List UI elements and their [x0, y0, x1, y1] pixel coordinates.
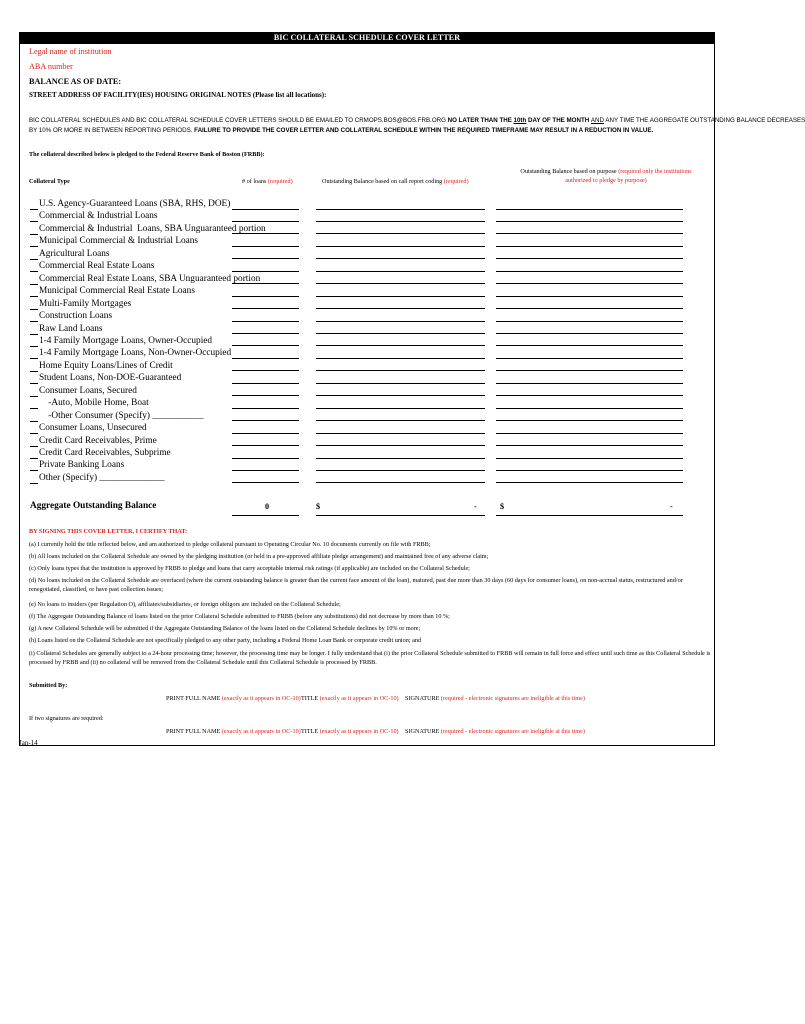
call-report-balance-field[interactable] — [316, 470, 485, 471]
loans-count-field[interactable] — [232, 233, 299, 234]
loans-count-field[interactable] — [232, 408, 299, 409]
certify-a: (a) I currently hold the title reflected below, and am authorized to pledge collateral pursuant to Operating Circular No. 10 documents currently on file with FRBB; — [29, 541, 431, 548]
call-report-balance-field[interactable] — [316, 420, 485, 421]
aggregate-purpose-dash: - — [670, 502, 673, 511]
call-report-balance-field[interactable] — [316, 395, 485, 396]
certify-i: (i) Collateral Schedules are generally subject to a 24-hour processing time; however, the processing time may be longer. I fully understand that (i) the prior Collateral Schedule submitted to FRBB will remain in full force and effect until such time as this Collateral Schedule is processed by FRBB and (ii) no collateral will be removed from the Collateral Schedule until this Collateral Schedule is processed by FRBB. — [29, 650, 711, 666]
aggregate-label: Aggregate Outstanding Balance — [30, 501, 157, 511]
collateral-row — [30, 410, 203, 422]
pledge-statement: The collateral described below is pledged to the Federal Reserve Bank of Boston (FRBB): — [29, 151, 265, 158]
legal-name-label: Legal name of institution — [29, 47, 112, 56]
collateral-row — [30, 347, 231, 359]
collateral-row — [30, 235, 198, 247]
row-checkbox-blank[interactable] — [30, 286, 38, 297]
collateral-row — [30, 335, 212, 347]
collateral-type-label: Agricultural Loans — [39, 248, 110, 259]
certify-h: (h) Loans listed on the Collateral Schedule are not specifically pledged to any other party, including a Federal Home Loan Bank or corporate credit union; and — [29, 637, 422, 644]
collateral-type-label: 1-4 Family Mortgage Loans, Owner-Occupied — [39, 335, 213, 346]
certify-g: (g) A new Collateral Schedule will be submitted if the Aggregate Outstanding Balance of the loans listed on the Collateral Schedule declines by 10% or more; — [29, 625, 421, 632]
row-checkbox-blank[interactable] — [30, 311, 38, 322]
call-report-balance-field[interactable] — [316, 383, 485, 384]
loans-count-field[interactable] — [232, 445, 299, 446]
collateral-row — [30, 360, 173, 372]
collateral-type-label: Commercial Real Estate Loans, SBA Unguaranteed portion — [39, 273, 261, 284]
aggregate-purpose-dollar: $ — [500, 502, 505, 511]
certify-f: (f) The Aggregate Outstanding Balance of loans listed on the prior Collateral Schedule submitted to FRBB (before any substitutions) did not decrease by more than 10 %; — [29, 613, 450, 620]
collateral-row — [30, 198, 230, 210]
notice-line-1: BIC COLLATERAL SCHEDULES AND BIC COLLATERAL SCHEDULE COVER LETTERS SHOULD BE EMAILED TO CRMOPS.BOS@BOS.FRB.ORG NO LATER THAN THE 10th DAY OF THE MONTH AND ANY TIME THE AGGREGATE OUTSTANDING BALANCE DECREASES — [29, 117, 805, 124]
collateral-row — [30, 285, 195, 297]
purpose-header-2: authorized to pledge by purpose) — [565, 177, 647, 184]
collateral-type-label: Construction Loans — [39, 311, 113, 322]
loans-count-field[interactable] — [232, 358, 299, 359]
collateral-row — [30, 248, 109, 260]
row-checkbox-blank[interactable] — [30, 448, 38, 459]
collateral-type-label: Commercial Real Estate Loans — [39, 261, 155, 272]
call-report-balance-field[interactable] — [316, 258, 485, 259]
loans-count-field[interactable] — [232, 296, 299, 297]
loans-count-field[interactable] — [232, 420, 299, 421]
row-checkbox-blank[interactable] — [30, 236, 38, 247]
row-checkbox-blank[interactable] — [30, 274, 38, 285]
purpose-balance-field[interactable] — [496, 296, 683, 297]
collateral-type-label: Other (Specify) ______________ — [39, 472, 165, 483]
purpose-balance-field[interactable] — [496, 233, 683, 234]
collateral-type-label: Commercial & Industrial Loans — [39, 211, 158, 222]
collateral-row — [30, 273, 260, 285]
two-signatures-label: If two signatures are required: — [29, 715, 104, 722]
loans-count-field[interactable] — [232, 395, 299, 396]
aggregate-purpose-underline — [496, 515, 683, 516]
loans-count-field[interactable] — [232, 345, 299, 346]
loans-count-field[interactable] — [232, 246, 299, 247]
purpose-balance-field[interactable] — [496, 482, 683, 483]
aggregate-call-underline — [316, 515, 485, 516]
purpose-balance-field[interactable] — [496, 358, 683, 359]
aggregate-loans-value: 0 — [265, 502, 270, 511]
collateral-type-label: Municipal Commercial & Industrial Loans — [39, 236, 199, 247]
row-checkbox-blank[interactable] — [30, 199, 38, 210]
purpose-balance-field[interactable] — [496, 445, 683, 446]
row-checkbox-blank[interactable] — [30, 386, 38, 397]
collateral-type-label: Home Equity Loans/Lines of Credit — [39, 360, 173, 371]
row-checkbox-blank[interactable] — [30, 473, 38, 484]
call-report-balance-field[interactable] — [316, 482, 485, 483]
call-report-balance-field[interactable] — [316, 433, 485, 434]
title-label-1: TITLE (exactly as it appears in OC-10) — [301, 695, 399, 702]
purpose-balance-field[interactable] — [496, 308, 683, 309]
call-report-balance-field[interactable] — [316, 458, 485, 459]
purpose-balance-field[interactable] — [496, 395, 683, 396]
call-report-balance-field[interactable] — [316, 445, 485, 446]
title-label-2: TITLE (exactly as it appears in OC-10) — [301, 728, 399, 735]
purpose-header: Outstanding Balance based on purpose (required only the institutions — [520, 168, 692, 175]
purpose-balance-field[interactable] — [496, 333, 683, 334]
row-checkbox-blank[interactable] — [30, 361, 38, 372]
print-name-label-1: PRINT FULL NAME (exactly as it appears in OC-10) — [166, 695, 301, 702]
collateral-type-label: Credit Card Receivables, Prime — [39, 435, 157, 446]
collateral-row — [30, 223, 266, 235]
row-checkbox-blank[interactable] — [30, 224, 38, 235]
row-checkbox-blank[interactable] — [30, 423, 38, 434]
collateral-row — [30, 472, 165, 484]
loans-count-field[interactable] — [232, 258, 299, 259]
signature-label-1: SIGNATURE (required - electronic signatures are ineligible at this time) — [405, 695, 585, 702]
purpose-balance-field[interactable] — [496, 283, 683, 284]
purpose-balance-field[interactable] — [496, 246, 683, 247]
collateral-type-label: Consumer Loans, Unsecured — [39, 423, 147, 434]
loans-count-header: # of loans (required) — [242, 178, 293, 185]
row-checkbox-blank[interactable] — [30, 299, 38, 310]
loans-count-field[interactable] — [232, 221, 299, 222]
row-checkbox-blank[interactable] — [30, 373, 38, 384]
call-report-balance-field[interactable] — [316, 370, 485, 371]
aba-number-label: ABA number — [29, 62, 73, 71]
purpose-balance-field[interactable] — [496, 470, 683, 471]
call-report-balance-field[interactable] — [316, 333, 485, 334]
purpose-balance-field[interactable] — [496, 258, 683, 259]
call-report-balance-field[interactable] — [316, 408, 485, 409]
certify-heading: BY SIGNING THIS COVER LETTER, I CERTIFY THAT: — [29, 528, 188, 535]
call-report-balance-field[interactable] — [316, 209, 485, 210]
collateral-type-label: Private Banking Loans — [39, 460, 125, 471]
call-report-balance-field[interactable] — [316, 358, 485, 359]
print-name-label-2: PRINT FULL NAME (exactly as it appears in OC-10) — [166, 728, 301, 735]
collateral-row — [30, 310, 112, 322]
call-report-balance-field[interactable] — [316, 221, 485, 222]
certify-e: (e) No loans to insiders (per Regulation O), affiliates/subsidiaries, or foreign obligors are included on the Collateral Schedule; — [29, 601, 341, 608]
call-report-balance-field[interactable] — [316, 246, 485, 247]
call-report-balance-field[interactable] — [316, 283, 485, 284]
call-report-balance-field[interactable] — [316, 271, 485, 272]
balance-date-label: BALANCE AS OF DATE: — [29, 77, 122, 86]
aggregate-call-dollar: $ — [316, 502, 321, 511]
purpose-balance-field[interactable] — [496, 458, 683, 459]
certify-d: (d) No loans included on the Collateral Schedule are overfaced (where the current outstanding balance is greater than the current face amount of the loan), matured, past due more than 30 days (60 days for consumer loans), on non-accrual status, restructured and/or renegotiated, classified, or have past collection issues; — [29, 577, 683, 593]
collateral-row — [30, 435, 157, 447]
call-report-balance-field[interactable] — [316, 233, 485, 234]
footer-date: Jan-14 — [19, 739, 38, 747]
loans-count-field[interactable] — [232, 470, 299, 471]
row-checkbox-blank[interactable] — [30, 436, 38, 447]
collateral-type-header: Collateral Type — [29, 178, 70, 185]
loans-count-field[interactable] — [232, 370, 299, 371]
call-report-header: Outstanding Balance based on call report coding (required) — [322, 178, 469, 185]
certify-c: (c) Only loans types that the institution is approved by FRBB to pledge and loans that carry acceptable internal risk ratings (if applicable) are included on the Collateral Schedule; — [29, 565, 470, 572]
loans-count-field[interactable] — [232, 433, 299, 434]
collateral-type-label: Commercial & Industrial Loans, SBA Unguaranteed portion — [39, 223, 266, 234]
loans-count-field[interactable] — [232, 308, 299, 309]
row-checkbox-blank[interactable] — [30, 460, 38, 471]
purpose-balance-field[interactable] — [496, 271, 683, 272]
row-checkbox-blank[interactable] — [30, 249, 38, 260]
notice-line-2: BY 10% OR MORE IN BETWEEN REPORTING PERIODS. FAILURE TO PROVIDE THE COVER LETTER AND COLLATERAL SCHEDULE WITHIN THE REQUIRED TIMEFRAME MAY RESULT IN A REDUCTION IN VALUE. — [29, 127, 654, 134]
collateral-row — [30, 385, 137, 397]
cover-letter-form — [19, 32, 805, 746]
collateral-row — [30, 260, 154, 272]
collateral-row — [30, 459, 124, 471]
row-checkbox-blank[interactable] — [30, 261, 38, 272]
loans-count-field[interactable] — [232, 209, 299, 210]
purpose-balance-field[interactable] — [496, 209, 683, 210]
collateral-row — [30, 397, 149, 409]
purpose-balance-field[interactable] — [496, 321, 683, 322]
purpose-balance-field[interactable] — [496, 383, 683, 384]
collateral-type-label: Credit Card Receivables, Subprime — [39, 448, 171, 458]
collateral-row — [30, 372, 181, 384]
collateral-type-label: U.S. Agency-Guaranteed Loans (SBA, RHS, DOE) — [39, 199, 231, 209]
street-address-label: STREET ADDRESS OF FACILITY(IES) HOUSING ORIGINAL NOTES (Please list all locations): — [29, 91, 327, 99]
collateral-row — [30, 422, 147, 434]
loans-count-field[interactable] — [232, 333, 299, 334]
collateral-row — [30, 210, 158, 222]
collateral-type-label: Student Loans, Non-DOE-Guaranteed — [39, 373, 182, 384]
collateral-type-label: Multi-Family Mortgages — [39, 298, 132, 309]
row-checkbox-blank[interactable] — [30, 411, 38, 422]
collateral-type-label: -Other Consumer (Specify) ___________ — [39, 410, 204, 421]
row-checkbox-blank[interactable] — [30, 336, 38, 347]
collateral-type-label: -Auto, Mobile Home, Boat — [39, 398, 149, 409]
certify-b: (b) All loans included on the Collateral Schedule are owned by the pledging institution (or held in a pre-approved affiliate pledge arrangement) and maintained free of any adverse claim; — [29, 553, 489, 560]
loans-count-field[interactable] — [232, 458, 299, 459]
row-checkbox-blank[interactable] — [30, 324, 38, 335]
signature-label-2: SIGNATURE (required - electronic signatures are ineligible at this time) — [405, 728, 585, 735]
call-report-balance-field[interactable] — [316, 321, 485, 322]
collateral-type-label: Consumer Loans, Secured — [39, 385, 137, 396]
purpose-balance-field[interactable] — [496, 420, 683, 421]
call-report-balance-field[interactable] — [316, 345, 485, 346]
aggregate-loans-underline — [232, 515, 299, 516]
purpose-balance-field[interactable] — [496, 221, 683, 222]
loans-count-field[interactable] — [232, 383, 299, 384]
call-report-balance-field[interactable] — [316, 308, 485, 309]
aggregate-call-dash: - — [474, 502, 477, 511]
purpose-balance-field[interactable] — [496, 408, 683, 409]
loans-count-field[interactable] — [232, 283, 299, 284]
purpose-balance-field[interactable] — [496, 433, 683, 434]
row-checkbox-blank[interactable] — [30, 398, 38, 409]
collateral-row — [30, 323, 103, 335]
loans-count-field[interactable] — [232, 321, 299, 322]
collateral-type-label: Municipal Commercial Real Estate Loans — [39, 286, 195, 297]
collateral-type-label: 1-4 Family Mortgage Loans, Non-Owner-Occupied — [39, 348, 232, 359]
loans-count-field[interactable] — [232, 271, 299, 272]
purpose-balance-field[interactable] — [496, 345, 683, 346]
collateral-row — [30, 447, 171, 459]
call-report-balance-field[interactable] — [316, 296, 485, 297]
row-checkbox-blank[interactable] — [30, 211, 38, 222]
form-title: BIC COLLATERAL SCHEDULE COVER LETTER — [20, 32, 714, 44]
purpose-balance-field[interactable] — [496, 370, 683, 371]
row-checkbox-blank[interactable] — [30, 348, 38, 359]
submitted-by-label: Submitted By: — [29, 682, 68, 689]
loans-count-field[interactable] — [232, 482, 299, 483]
collateral-row — [30, 298, 131, 310]
collateral-type-label: Raw Land Loans — [39, 323, 103, 334]
